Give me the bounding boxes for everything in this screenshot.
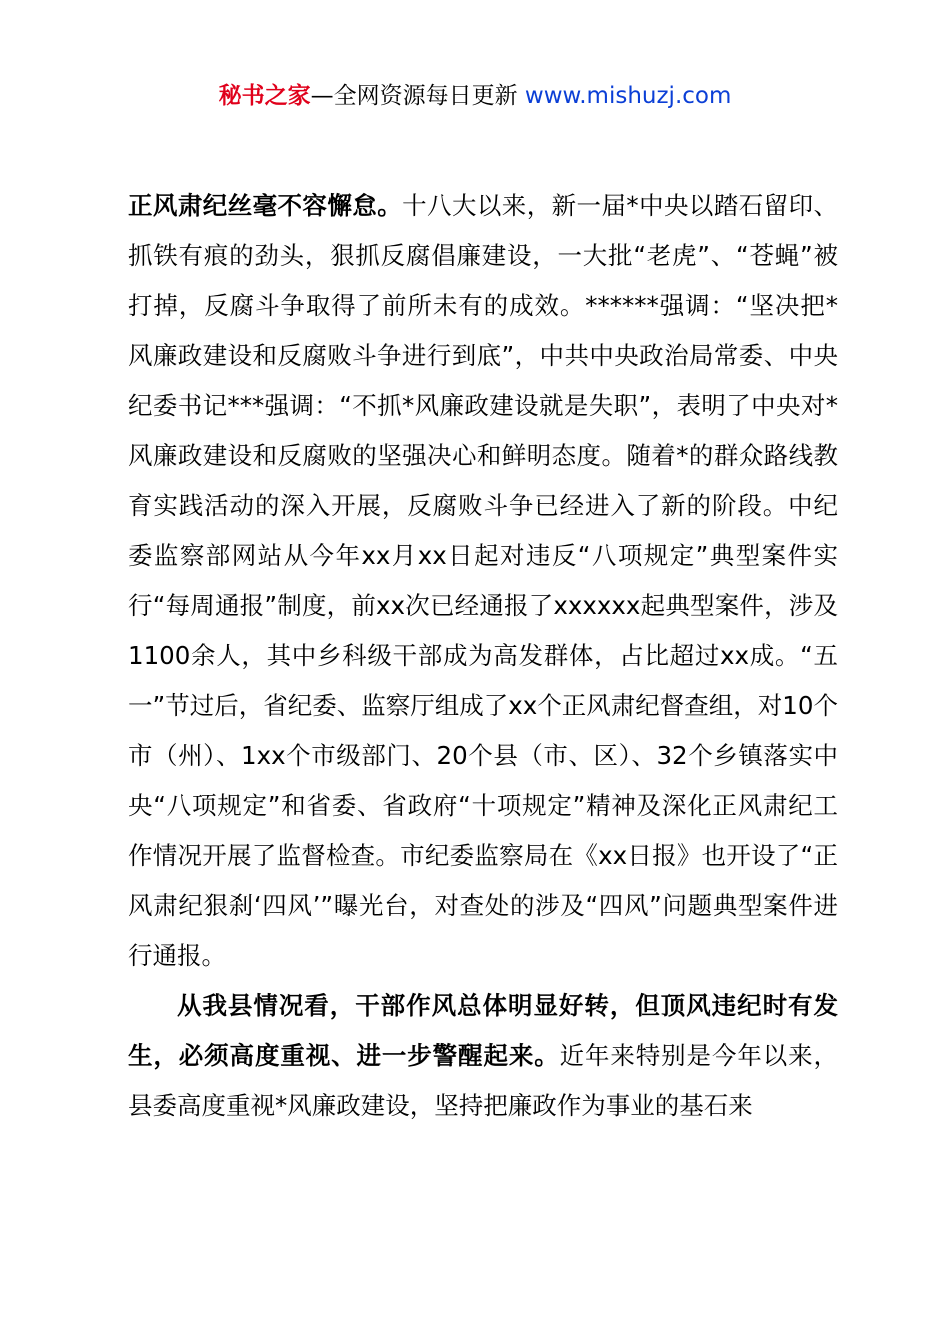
- page-header: [0, 80, 950, 112]
- paragraph-2-lead: 从我县情况看，干部作风总体明显好转，但顶风违纪时有发生，必须高度重视、进一步警醒起来。: [128, 991, 838, 1070]
- header-tagline: —全网资源每日更新: [310, 83, 518, 109]
- paragraph-1-text: 十八大以来，新一届*中央以踏石留印、抓铁有痕的劲头，狠抓反腐倡廉建设，一大批“老虎”、“苍蝇”被打掉，反腐斗争取得了前所未有的成效。******强调：“坚决把*风廉政建设和反腐败斗争进行到底”，中共中央政治局常委、中央纪委书记***强调：“不抓*风廉政建设就是失职”，表明了中央对*风廉政建设和反腐败的坚强决心和鲜明态度。随着*的群众路线教育实践活动的深入开展，反腐败斗争已经进入了新的阶段。中纪委监察部网站从今年xx月xx日起对违反“八项规定”典型案件实行“每周通报”制度，前xx次已经通报了xxxxxx起典型案件，涉及1100余人，其中乡科级干部成为高发群体，占比超过xx成。“五一”节过后，省纪委、监察厅组成了xx个正风肃纪督查组，对10个市（州）、1xx个市级部门、20个县（市、区）、32个乡镇落实中央“八项规定”和省委、省政府“十项规定”精神及深化正风肃纪工作情况开展了监督检查。市纪委监察局在《xx日报》也开设了“正风肃纪狠刹‘四风’”曝光台，对查处的涉及“四风”问题典型案件进行通报。: [128, 191, 839, 970]
- brand-name: 秘书之家: [218, 83, 311, 109]
- paragraph-1: [128, 181, 838, 981]
- paragraph-1-lead: 正风肃纪丝毫不容懈怠。: [128, 191, 403, 220]
- paragraph-2-text: 近年来特别是今年以来，县委高度重视*风廉政建设，坚持把廉政作为事业的基石来: [128, 1041, 838, 1120]
- site-url[interactable]: www.mishuzj.com: [524, 83, 732, 109]
- paragraph-2: [128, 981, 838, 1131]
- document-body: [128, 181, 838, 1131]
